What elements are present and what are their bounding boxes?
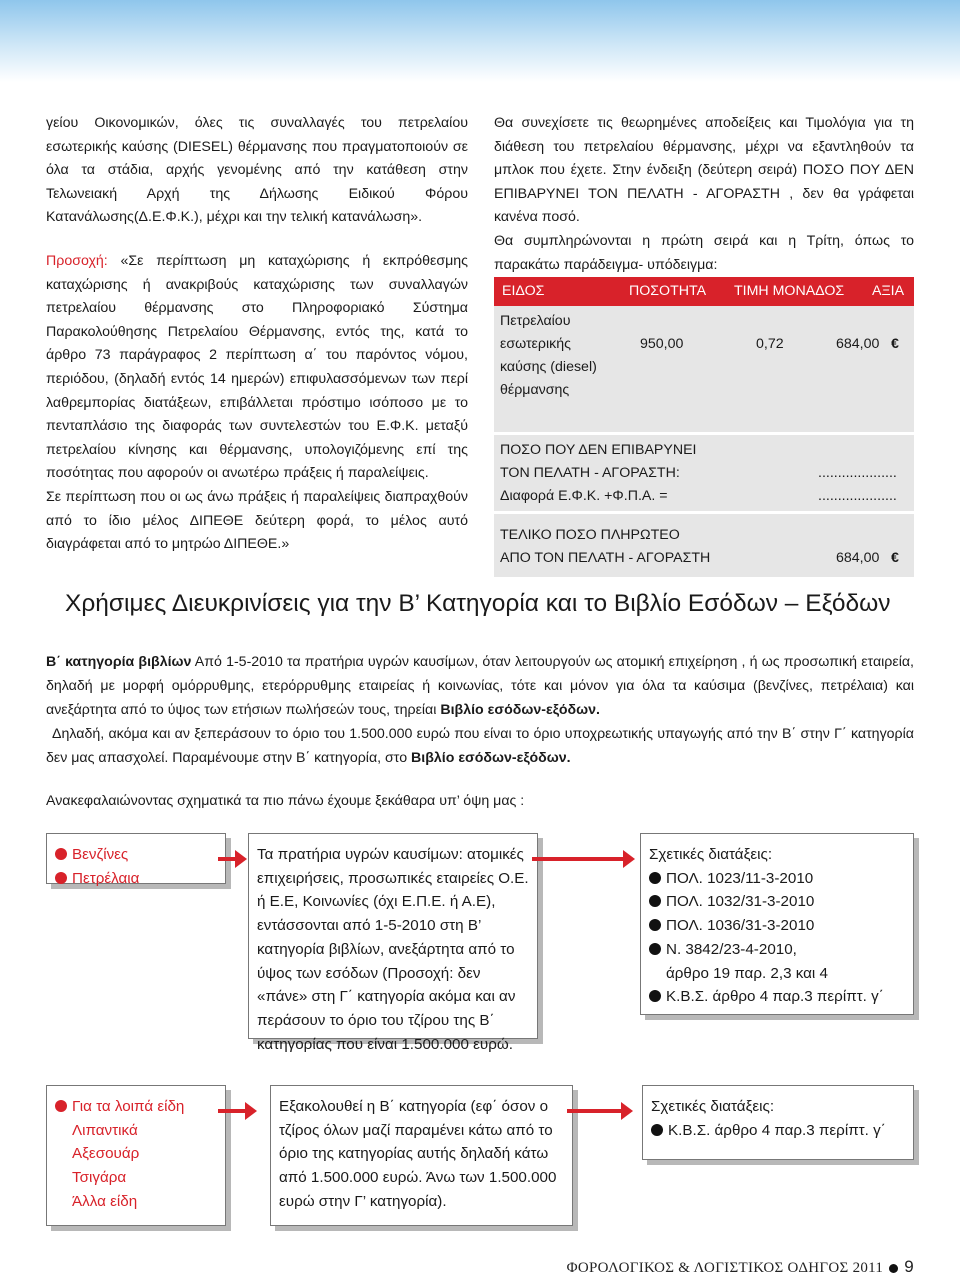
bullet-icon — [55, 872, 67, 884]
footer-title: ΦΟΡΟΛΟΓΙΚΟΣ & ΛΟΓΙΣΤΙΚΟΣ ΟΔΗΓΟΣ 2011 — [566, 1260, 884, 1276]
fuel-item — [55, 867, 225, 891]
attention-text: «Σε περίπτωση μη καταχώρισης ή εκπρόθεσμης καταχώρισης ή ανακριβούς καταχώρισης των συναλλαγών πετρελαίου θέρμανσης στο Πληροφοριακό Σύστημα Παρακολούθησης Πετρελαίου Θέρμανσης, εντός της, κατά το άρθρο 73 παράγραφος 2 περίπτωση α΄ του παρόντος νόμου, περιόδου, (δηλαδή εντός 14 ημερών) επιφυλασσόμενων των περί λαθρεμπορίας διατάξεων, επιβάλλεται πρόστιμο ισόποσο με το πενταπλάσιο της διαφοράς των συντελεστών του Ε.Φ.Κ. μεταξύ πετρελαίου κίνησης και θέρμανσης, υπολογιζόμενης επί της ποσότητας που αφορούν οι ανωτέρω πράξεις ή παραλείψεις. — [46, 252, 468, 482]
right-column — [494, 112, 914, 277]
dots-blank-1: .................... — [818, 465, 897, 481]
table-row-item — [494, 306, 914, 435]
arrow-icon — [218, 857, 236, 861]
bold-book: Βιβλίο εσόδων-εξόδων. — [411, 750, 571, 766]
euro-sign: € — [891, 336, 899, 352]
bullet-icon — [651, 1124, 663, 1136]
bullet-icon — [649, 895, 661, 907]
total-value: 684,00 — [836, 550, 880, 566]
provisions-title: Σχετικές διατάξεις: — [651, 1098, 775, 1115]
section-paragraph-2 — [46, 722, 914, 770]
provision-item — [649, 938, 913, 962]
left-column — [46, 112, 468, 557]
table-row-total — [494, 514, 914, 577]
provision-item — [649, 985, 913, 1009]
table-header — [494, 277, 914, 306]
fuel-label: Βενζίνες — [72, 846, 129, 863]
table-row-not-charged — [494, 435, 914, 514]
provision-item — [651, 1119, 913, 1143]
provision-label: ΠΟΛ. 1023/11-3-2010 — [666, 869, 814, 887]
provisions-box-1 — [640, 833, 914, 1015]
euro-sign-total: € — [891, 550, 899, 566]
total-label-1: ΤΕΛΙΚΟ ΠΟΣΟ ΠΛΗΡΩΤΕΟ — [500, 527, 680, 543]
provision-label: ΠΟΛ. 1036/31-3-2010 — [666, 917, 815, 935]
fuel-label: Πετρέλαια — [72, 869, 140, 887]
not-charged-label-2: ΤΟΝ ΠΕΛΑΤΗ - ΑΓΟΡΑΣΤΗ: — [500, 465, 680, 481]
page-footer — [567, 1257, 914, 1277]
provisions-title: Σχετικές διατάξεις: — [649, 846, 773, 863]
summary-heading: Ανακεφαλαιώνοντας σχηματικά τα πιο πάνω έχουμε ξεκάθαρα υπ’ όψη μας : — [46, 793, 525, 809]
item-line: εσωτερικής — [500, 336, 571, 352]
arrow-icon — [218, 1109, 246, 1113]
other-item: Λιπαντικά — [72, 1121, 138, 1139]
category-b-box — [270, 1085, 573, 1226]
paragraph-text: Από 1-5-2010 τα πρατήρια υγρών καυσίμων, όταν λειτουργούν ως ατομική επιχείρηση , ή ως προσωπική εταιρεία, δηλαδή με μορφή ομόρρυθμης, ετερόρρυθμης εταιρείας ή κοινωνίας, τότε και μόνον για όλα τα καύσιμα (βενζίνες, πετρέλαια) και ανεξάρτητα από το ύψος των ετήσιων πωλήσεών τους, τηρείαι — [46, 654, 914, 718]
item-name — [500, 310, 597, 402]
right-paragraph-2: Θα συμπληρώνονται η πρώτη σειρά και η Τρίτη, όπως το παρακάτω παράδειγμα- υπόδειγμα: — [494, 232, 914, 273]
top-banner — [0, 0, 960, 82]
page-number: 9 — [904, 1257, 914, 1276]
bold-book: Βιβλίο εσόδων-εξόδων. — [440, 702, 600, 718]
left-paragraph-3: Σε περίπτωση που οι ως άνω πράξεις ή παραλείψεις διαπραχθούν από το ίδιο μέλος ΔΙΠΕΘΕ δεύτερη φορά, το μέλος αυτό διαγράφεται από το μητρώο ΔΙΠΕΘΕ.» — [46, 488, 468, 553]
bullet-icon — [649, 872, 661, 884]
section-title: Χρήσιμες Διευκρινίσεις για την Β’ Κατηγορία και το Βιβλίο Εσόδων – Εξόδων — [65, 590, 891, 617]
provision-item — [649, 890, 913, 914]
provision-label: Κ.Β.Σ. άρθρο 4 παρ.3 περίπτ. γ΄ — [666, 988, 884, 1006]
item-value: 684,00 — [836, 336, 880, 352]
provisions-box-2 — [642, 1085, 914, 1160]
bullet-icon — [649, 943, 661, 955]
fuel-stations-text: Τα πρατήρια υγρών καυσίμων: ατομικές επιχειρήσεις, προσωπικές εταιρείες Ο.Ε. ή Ε.Ε, Κοινωνίες (όχι Ε.Π.Ε. ή Α.Ε), εντάσσονται από 1-5-2010 στη Β’ κατηγορία βιβλίων, ανεξάρτητα από το ύψος των εσόδων (Προσοχή: δεν «πάνε» στη Γ΄ κατηγορία ακόμα και αν περάσουν το όριο του τζίρου της Β΄ κατηγορίας που είναι 1.500.000 ευρώ. — [257, 846, 529, 1053]
item-unit-price: 0,72 — [756, 336, 784, 352]
header-quantity: ΠΟΣΟΤΗΤΑ — [629, 283, 707, 299]
header-item: ΕΙΔΟΣ — [502, 283, 545, 299]
category-b-text: Εξακολουθεί η Β΄ κατηγορία (εφ΄ όσον ο τζίρος όλων μαζί παραμένει κάτω από το όριο της κατηγορίας αυτής δηλαδή κάτω από 1.500.000 ευρώ. Άνω των 1.500.000 ευρώ στην Γ’ κατηγορία). — [279, 1098, 557, 1210]
not-charged-label-3: Διαφορά Ε.Φ.Κ. +Φ.Π.Α. = — [500, 488, 668, 504]
provision-item-continued: άρθρο 19 παρ. 2,3 και 4 — [666, 964, 828, 982]
provision-label: Κ.Β.Σ. άρθρο 4 παρ.3 περίπτ. γ΄ — [668, 1121, 886, 1139]
header-unit-price: ΤΙΜΗ ΜΟΝΑΔΟΣ — [734, 283, 845, 299]
other-item: Αξεσουάρ — [72, 1145, 140, 1163]
header-value: ΑΞΙΑ — [872, 283, 905, 299]
dots-blank-2: .................... — [818, 488, 897, 504]
provision-label: Ν. 3842/23-4-2010, — [666, 940, 797, 958]
not-charged-label-1: ΠΟΣΟ ΠΟΥ ΔΕΝ ΕΠΙΒΑΡΥΝΕΙ — [500, 442, 697, 458]
attention-label: Προσοχή: — [46, 252, 108, 269]
arrow-icon — [532, 857, 624, 861]
footer-dot-icon — [889, 1264, 898, 1273]
item-line: Πετρελαίου — [500, 313, 571, 329]
right-paragraph-1: Θα συνεχίσετε τις θεωρημένες αποδείξεις και Τιμολόγια για τη διάθεση του πετρελαίου θέρμανσης, μέχρι να εξαντληθούν τα μπλοκ που έχετε. Στην ένδειξη (δεύτερη σειρά) ΠΟΣΟ ΠΟΥ ΔΕΝ ΕΠΙΒΑΡΥΝΕΙ ΤΟΝ ΠΕΛΑΤΗ - ΑΓΟΡΑΣΤΗ , δεν θα γράφεται κανένα ποσό. — [494, 115, 914, 226]
item-line: θέρμανσης — [500, 382, 570, 398]
section-body — [46, 650, 914, 770]
bullet-icon — [649, 990, 661, 1002]
left-paragraph-2 — [46, 250, 468, 486]
provision-item — [649, 914, 913, 938]
left-paragraph-1: γείου Οικονομικών, όλες τις συναλλαγές του πετρελαίου εσωτερικής καύσης (DIESEL) θέρμανσης που πραγματοποιούν σε όλα τα στάδια, αρχής γενομένης από την κατάθεση στην Τελωνειακή Αρχή της Δήλωσης Ειδικού Φόρου Κατανάλωσης(Δ.Ε.Φ.Κ.), μέχρι και την τελική κατανάλωση». — [46, 115, 468, 226]
bullet-icon — [55, 1100, 67, 1112]
item-quantity: 950,00 — [640, 336, 684, 352]
provision-label: ΠΟΛ. 1032/31-3-2010 — [666, 893, 815, 911]
bold-category: Β΄ κατηγορία βιβλίων — [46, 654, 192, 670]
other-items-box — [46, 1085, 226, 1226]
other-item: Τσιγάρα — [72, 1169, 127, 1187]
other-item: Άλλα είδη — [72, 1192, 138, 1210]
arrow-icon — [567, 1109, 622, 1113]
other-item-label: Για τα λοιπά είδη — [72, 1098, 185, 1115]
provision-item — [649, 867, 913, 891]
bullet-icon — [55, 848, 67, 860]
other-item — [55, 1095, 225, 1119]
item-line: καύσης (diesel) — [500, 359, 597, 375]
bullet-icon — [649, 919, 661, 931]
total-label-2: ΑΠΟ ΤΟΝ ΠΕΛΑΤΗ - ΑΓΟΡΑΣΤΗ — [500, 550, 711, 566]
invoice-example-table — [494, 277, 914, 577]
fuel-stations-box — [248, 833, 538, 1053]
paragraph-text: Δηλαδή, ακόμα και αν ξεπεράσουν το όριο του 1.500.000 ευρώ που είναι το όριο υποχρεωτικής υπαγωγής από την Β΄ στην Γ΄ κατηγορία δεν μας απασχολεί. Παραμένουμε στην Β΄ κατηγορία, στο — [46, 726, 914, 766]
fuel-item — [55, 843, 225, 867]
section-paragraph-1 — [46, 650, 914, 722]
fuels-box — [46, 833, 226, 887]
